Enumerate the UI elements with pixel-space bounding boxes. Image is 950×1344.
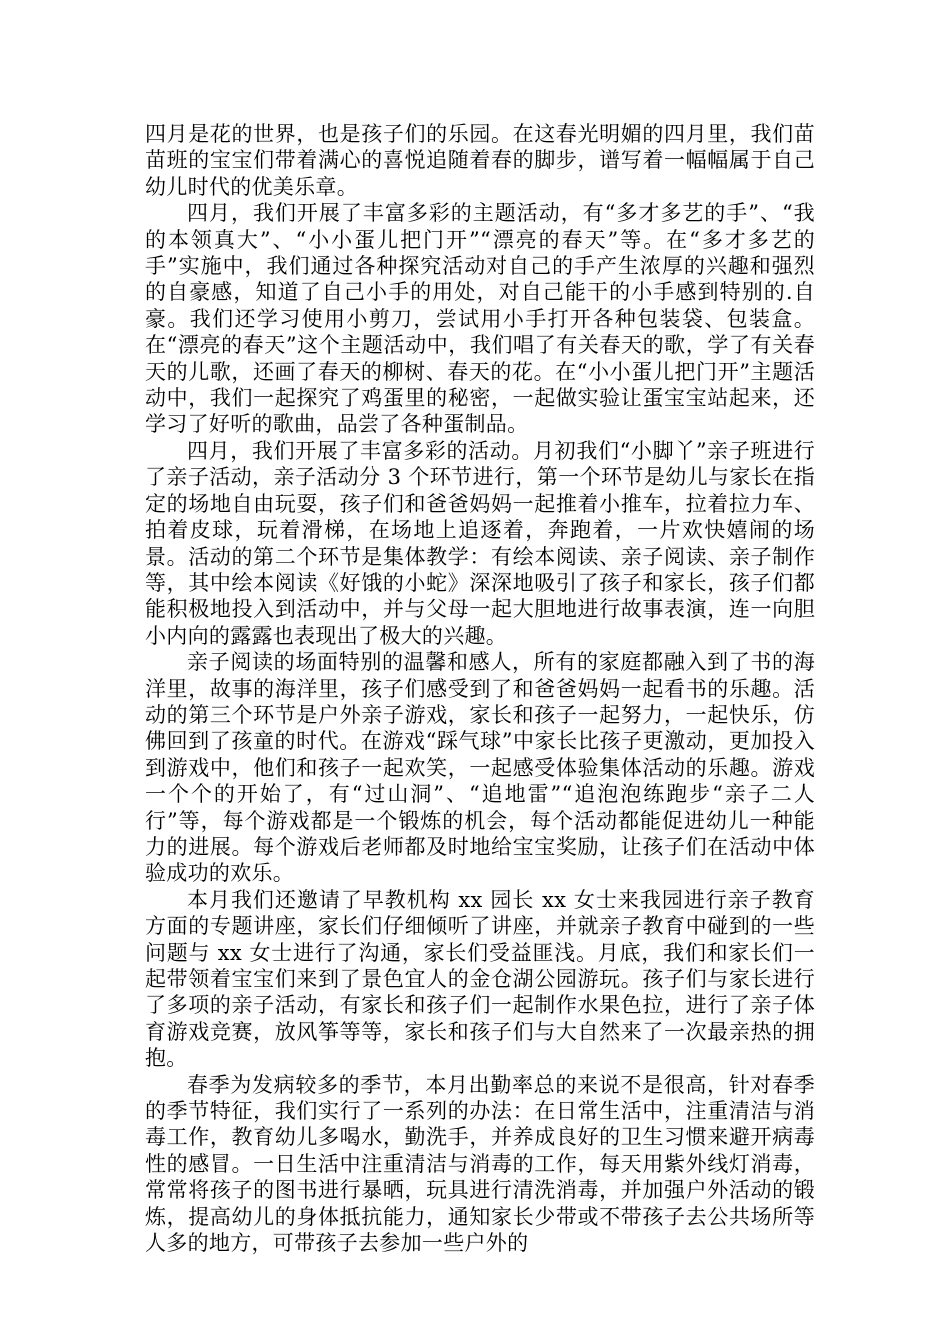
paragraph-health-measures: 春季为发病较多的季节，本月出勤率总的来说不是很高，针对春季的季节特征，我们实行了一系列的办法：在日常生活中，注重清洁与消毒工作，教育幼儿多喝水，勤洗手，并养成良好的卫生习惯来避开病毒性的感冒。一日生活中注重清洁与消毒的工作，每天用紫外线灯消毒，常常将孩子的图书进行暴晒，玩具进行清洗消毒，并加强户外活动的锻炼，提高幼儿的身体抵抗能力，通知家长少带或不带孩子去公共场所等人多的地方，可带孩子去参加一些户外的 <box>145 1072 815 1256</box>
paragraph-reading-and-games: 亲子阅读的场面特别的温馨和感人，所有的家庭都融入到了书的海洋里，故事的海洋里，孩子们感受到了和爸爸妈妈一起看书的乐趣。活动的第三个环节是户外亲子游戏，家长和孩子一起努力，一起快乐，仿佛回到了孩童的时代。在游戏“踩气球”中家长比孩子更激动，更加投入到游戏中，他们和孩子一起欢笑，一起感受体验集体活动的乐趣。游戏一个个的开始了，有“过山洞”、“追地雷”“追泡泡练跑步“亲子二人行”等，每个游戏都是一个锻炼的机会，每个活动都能促进幼儿一种能力的进展。每个游戏后老师都及时地给宝宝奖励，让孩子们在活动中体验成功的欢乐。 <box>145 650 815 886</box>
paragraph-intro: 四月是花的世界，也是孩子们的乐园。在这春光明媚的四月里，我们苗苗班的宝宝们带着满心的喜悦追随着春的脚步，谱写着一幅幅属于自己幼儿时代的优美乐章。 <box>145 122 815 199</box>
paragraph-parent-child-activity: 四月，我们开展了丰富多彩的活动。月初我们“小脚丫”亲子班进行了亲子活动，亲子活动分 3 个环节进行，第一个环节是幼儿与家长在指定的场地自由玩耍，孩子们和爸爸妈妈一起推着小推车，拉着拉力车、拍着皮球，玩着滑梯，在场地上追逐着，奔跑着，一片欢快嬉闹的场景。活动的第二个环节是集体教学：有绘本阅读、亲子阅读、亲子制作等，其中绘本阅读《好饿的小蛇》深深地吸引了孩子和家长，孩子们都能积极地投入到活动中，并与父母一起大胆地进行故事表演，连一向胆小内向的露露也表现出了极大的兴趣。 <box>145 438 815 648</box>
document-body <box>145 121 815 1256</box>
paragraph-lecture-and-outing: 本月我们还邀请了早教机构 xx 园长 xx 女士来我园进行亲子教育方面的专题讲座，家长们仔细倾听了讲座，并就亲子教育中碰到的一些问题与 xx 女士进行了沟通，家长们受益匪浅。月底，我们和家长们一起带领着宝宝们来到了景色宜人的金仓湖公园游玩。孩子们与家长进行了多项的亲子活动，有家长和孩子们一起制作水果色拉，进行了亲子体育游戏竞赛，放风筝等等，家长和孩子们与大自然来了一次最亲热的拥抱。 <box>145 887 815 1071</box>
paragraph-theme-activities: 四月，我们开展了丰富多彩的主题活动，有“多才多艺的手”、“我的本领真大”、“小小蛋儿把门开”“漂亮的春天”等。在“多才多艺的手”实施中，我们通过各种探究活动对自己的手产生浓厚的兴趣和强烈的自豪感，知道了自己小手的用处，对自己能干的小手感到特别的.自豪。我们还学习使用小剪刀，尝试用小手打开各种包装袋、包装盒。在“漂亮的春天”这个主题活动中，我们唱了有关春天的歌，学了有关春天的儿歌，还画了春天的柳树、春天的花。在“小小蛋儿把门开”主题活动中，我们一起探究了鸡蛋里的秘密，一起做实验让蛋宝宝站起来，还学习了好听的歌曲，品尝了各种蛋制品。 <box>145 201 815 437</box>
